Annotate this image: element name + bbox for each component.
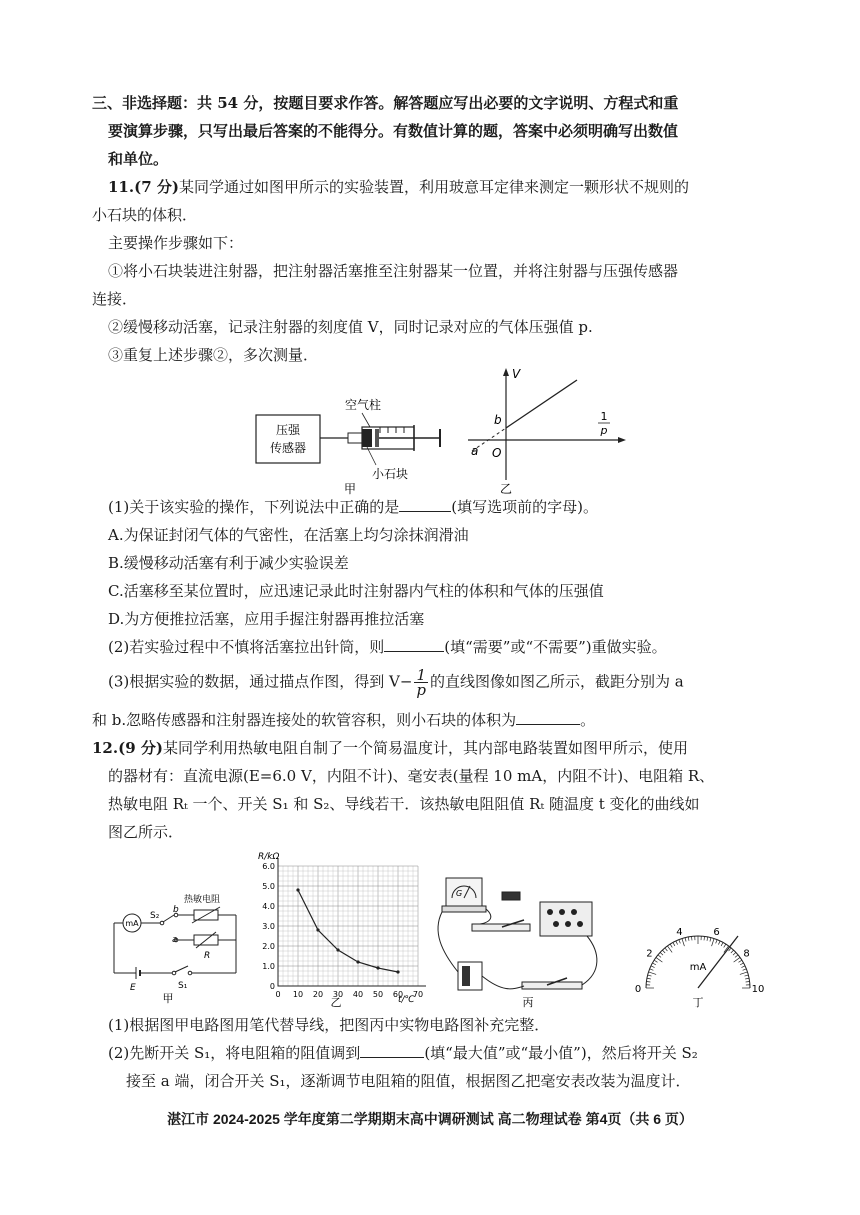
sensor-label-line1: 压强 [275, 423, 301, 437]
q11-sub3-post: 的直线图像如图乙所示，截距分别为 a [430, 672, 684, 691]
q11-figure-jia [250, 385, 460, 495]
q12-figure-yi-chart [246, 848, 428, 1008]
q11-steps-title: 主要操作步骤如下： [108, 234, 244, 252]
intercept-a-label: a [471, 444, 479, 458]
q11-stem-line1 [108, 176, 689, 198]
piston [375, 429, 379, 447]
x-tick-label: 60 [392, 990, 404, 999]
section-heading-line3: 和单位。 [108, 150, 169, 168]
q12-figure-bing-apparatus [432, 872, 622, 1010]
q11-sub3-pre: (3)根据实验的数据，通过描点作图，得到 V− [108, 672, 413, 691]
dial-tick-label: 0 [634, 984, 642, 995]
q12-stem-line2: 的器材有：直流电源(E=6.0 V，内阻不计)、毫安表(量程 10 mA，内阻不计)、电阻箱 R、 [108, 767, 715, 785]
data-point [336, 948, 339, 951]
data-line [506, 380, 577, 428]
answer-blank[interactable] [384, 637, 444, 652]
thermistor-component [502, 892, 520, 900]
answer-blank[interactable] [516, 710, 580, 725]
x-tick-label: 10 [292, 990, 304, 999]
x-tick-label: 0 [275, 990, 281, 999]
data-point [296, 888, 299, 891]
milliammeter-label: mA [125, 919, 139, 928]
r-label: R [204, 951, 211, 961]
option-a: A.为保证封闭气体的气密性，在活塞上均匀涂抹润滑油 [108, 526, 469, 544]
q12-figure-jia-circuit [108, 888, 243, 1006]
y-tick-label: 6.0 [262, 862, 275, 871]
answer-blank[interactable] [360, 1043, 424, 1058]
v-axis-label: V [512, 367, 521, 381]
chart-y-label: R/kΩ [258, 852, 280, 862]
a-terminal-label: a [172, 935, 178, 945]
air-column-label: 空气柱 [345, 398, 382, 412]
x-tick-label: 20 [312, 990, 324, 999]
galvanometer-body [446, 878, 482, 906]
switch-s2-board [472, 924, 530, 931]
dial-tick-label: 4 [676, 926, 683, 938]
x-axis-label-den: p [600, 424, 608, 437]
x-tick-label: 70 [412, 990, 424, 999]
q12-stem-line3: 热敏电阻 Rₜ 一个、开关 S₁ 和 S₂、导线若干．该热敏电阻阻值 Rₜ 随温度 t 变化的曲线如 [108, 795, 700, 813]
q12-sub2-line2: 接至 a 端，闭合开关 S₁，逐渐调节电阻箱的阻值，根据图乙把毫安表改装为温度计． [126, 1072, 691, 1090]
q12-stem-line1 [92, 737, 688, 759]
q12-sub2-pre: (2)先断开关 S₁，将电阻箱的阻值调到 [108, 1044, 361, 1062]
q12-sub2-line1 [108, 1042, 698, 1064]
q12-number: 12.(9 分) [92, 739, 163, 757]
q11-stem-line2: 小石块的体积． [92, 206, 198, 224]
figure-yi-caption: 乙 [330, 996, 342, 1008]
q11-sub1-text: (1)关于该实验的操作，下列说法中正确的是 [108, 498, 400, 516]
data-point [376, 966, 379, 969]
q11-step1-line1: ①将小石块装进注射器，把注射器活塞推至注射器某一位置，并将注射器与压强传感器 [108, 262, 679, 280]
x-tick-label: 30 [332, 990, 344, 999]
q11-step2: ②缓慢移动活塞，记录注射器的刻度值 V，同时记录对应的气体压强值 p. [108, 318, 593, 336]
q11-sub2-text: (2)若实验过程中不慎将活塞拉出针筒，则 [108, 638, 385, 656]
q11-sub2-tail: (填“需要”或“不需要”)重做实验。 [444, 638, 667, 656]
figure-jia-caption: 甲 [162, 992, 174, 1005]
origin-label: O [492, 446, 502, 460]
inverse-p-fraction: $\frac{1}{p}$ [416, 666, 427, 699]
q11-step3: ③重复上述步骤②，多次测量． [108, 346, 319, 364]
option-d: D.为方便推拉活塞，应用手握注射器再推拉活塞 [108, 610, 425, 628]
dial-tick-label: 6 [713, 926, 720, 938]
intercept-b-label: b [494, 413, 502, 427]
q12-sub1: (1)根据图甲电路图用笔代替导线，把图丙中实物电路图补充完整． [108, 1016, 550, 1034]
y-tick-label: 3.0 [262, 922, 275, 931]
galvanometer-label: G [456, 889, 463, 898]
figure-bing-caption: 丙 [522, 996, 534, 1009]
y-tick-label: 2.0 [262, 942, 275, 951]
data-point [356, 960, 359, 963]
figure-ding-caption: 丁 [692, 996, 704, 1009]
s2-label: S₂ [150, 911, 160, 921]
y-tick-label: 1.0 [262, 962, 275, 971]
chart-x-label: t/℃ [398, 995, 415, 1005]
option-c: C.活塞移至某位置时，应迅速记录此时注射器内气柱的体积和气体的压强值 [108, 582, 604, 600]
y-tick-label: 5.0 [262, 882, 275, 891]
section-heading-line2: 要演算步骤，只写出最后答案的不能得分。有数值计算的题，答案中必须明确写出数值 [108, 122, 679, 140]
dial-tick-label: 2 [646, 948, 653, 960]
figure-jia-caption: 甲 [343, 482, 357, 495]
q11-sub1 [108, 496, 598, 518]
q11-sub3-line1 [108, 668, 684, 697]
y-tick-label: 0 [269, 982, 275, 991]
x-tick-label: 40 [352, 990, 364, 999]
x-axis-label-num: 1 [600, 410, 608, 423]
x-tick-label: 50 [372, 990, 384, 999]
e-label: E [130, 983, 136, 993]
q11-sub3-line2-text: 和 b.忽略传感器和注射器连接处的软管容积，则小石块的体积为 [92, 711, 517, 729]
thermistor-label: 热敏电阻 [184, 895, 221, 905]
y-tick-label: 4.0 [262, 902, 275, 911]
b-terminal-label: b [173, 905, 179, 915]
stone-in-syringe [362, 429, 372, 447]
meter-unit-label: mA [689, 962, 707, 973]
q11-number: 11.(7 分) [108, 178, 179, 196]
dial-tick-label: 8 [743, 948, 750, 960]
q11-stem-text: 某同学通过如图甲所示的实验装置，利用玻意耳定律来测定一颗形状不规则的 [178, 178, 689, 196]
q12-stem-text: 某同学利用热敏电阻自制了一个简易温度计，其内部电路装置如图甲所示，使用 [162, 739, 688, 757]
syringe-tip [348, 433, 362, 443]
section-heading-line1: 三、非选择题：共 54 分，按题目要求作答。解答题应写出必要的文字说明、方程式和重 [92, 94, 679, 112]
resistance-box [540, 902, 592, 936]
q11-step1-line2: 连接． [92, 290, 138, 308]
stone-label: 小石块 [372, 467, 409, 481]
sensor-label-line2: 传感器 [269, 441, 307, 455]
dial-tick-label: 10 [751, 984, 765, 995]
q12-figure-ding-meter [628, 924, 768, 1010]
q12-stem-line4: 图乙所示． [108, 823, 184, 841]
data-point [316, 928, 319, 931]
s1-label: S₁ [178, 981, 188, 991]
figure-yi-caption: 乙 [499, 482, 513, 496]
q11-sub1-tail: (填写选项前的字母)。 [451, 498, 598, 516]
q11-sub2 [108, 636, 667, 658]
q11-sub3-line2: 和 b.忽略传感器和注射器连接处的软管容积，则小石块的体积为 。 [92, 711, 596, 729]
page-footer: 湛江市 2024-2025 学年度第二学期期末高中调研测试 高二物理试卷 第4页（共 6 页） [167, 1111, 693, 1127]
option-b: B.缓慢移动活塞有利于减少实验误差 [108, 554, 349, 572]
q12-sub2-post: (填“最大值”或“最小值”)，然后将开关 S₂ [424, 1044, 698, 1062]
data-point [396, 970, 399, 973]
answer-blank[interactable] [399, 497, 451, 512]
chart-axes [278, 858, 426, 986]
q11-figure-yi [462, 362, 632, 497]
